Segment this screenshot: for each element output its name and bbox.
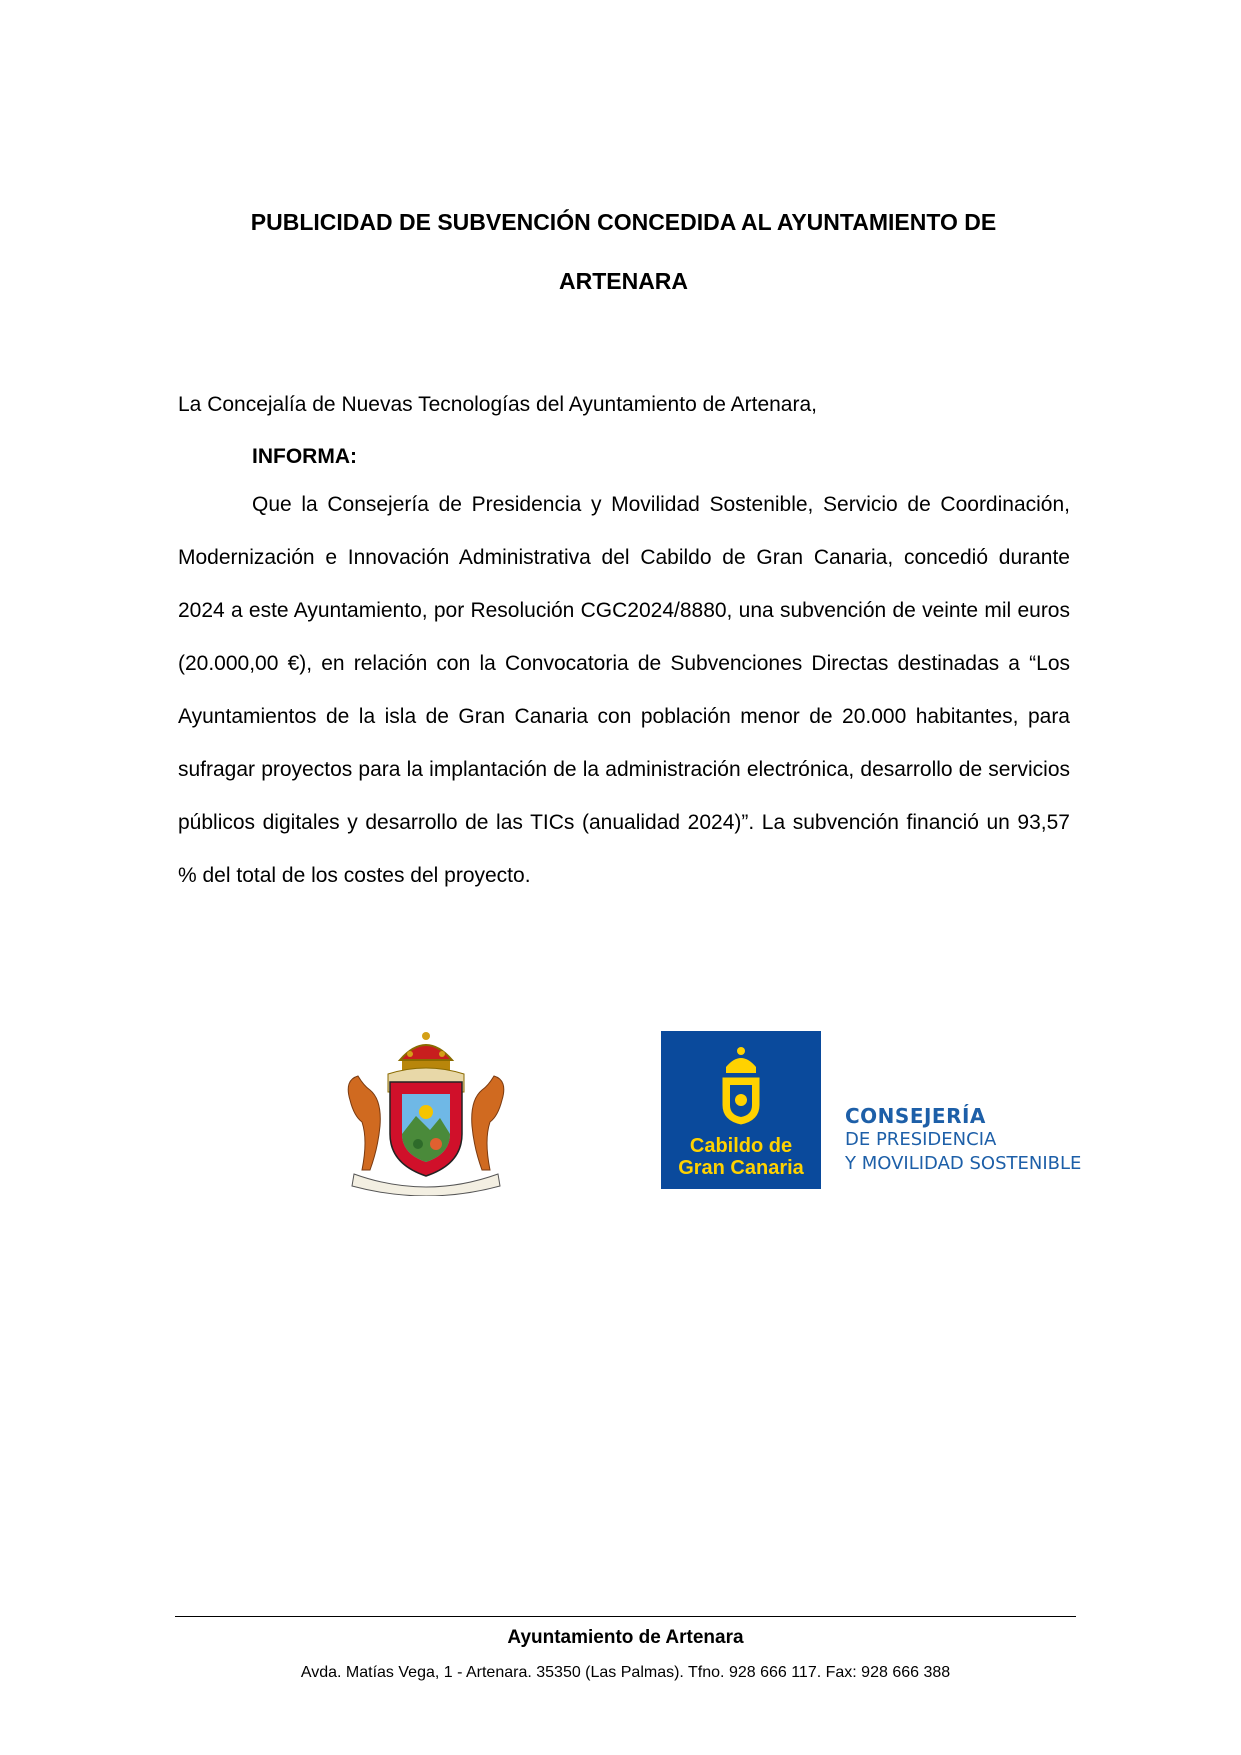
cabildo-coat-of-arms-icon	[716, 1045, 766, 1127]
document-title-line-1: PUBLICIDAD DE SUBVENCIÓN CONCEDIDA AL AYUNTAMIENTO DE	[250, 209, 997, 235]
footer-organization: Ayuntamiento de Artenara	[507, 1627, 744, 1648]
consejeria-line-1: CONSEJERÍA	[845, 1104, 986, 1128]
main-paragraph: Que la Consejería de Presidencia y Movilidad Sostenible, Servicio de Coordinación, Modernización e Innovación Administrativa del Cabildo de Gran Canaria, concedió durante 2024 a este Ayuntamiento, por Resolución CGC2024/8880, una subvención de veinte mil euros (20.000,00 €), en relación con la Convocatoria de Subvenciones Directas destinadas a “Los Ayuntamientos de la isla de Gran Canaria con población menor de 20.000 habitantes, para sufragar proyectos para la implantación de la administración electrónica, desarrollo de servicios públicos digitales y desarrollo de las TICs (anualidad 2024)”. La subvención financió un 93,57 % del total de los costes del proyecto.	[178, 493, 1070, 887]
crown-icon	[400, 1032, 452, 1070]
informa-heading: INFORMA:	[252, 445, 357, 468]
footer-divider	[175, 1616, 1076, 1617]
intro-sentence: La Concejalía de Nuevas Tecnologías del Ayuntamiento de Artenara,	[178, 393, 817, 416]
consejeria-line-3: Y MOVILIDAD SOSTENIBLE	[845, 1153, 1082, 1174]
consejeria-line-2: DE PRESIDENCIA	[845, 1129, 997, 1150]
consejeria-label	[845, 1104, 1081, 1176]
artenara-coat-of-arms-icon	[340, 1030, 512, 1196]
footer-address: Avda. Matías Vega, 1 - Artenara. 35350 (Las Palmas). Tfno. 928 666 117. Fax: 928 666 388	[300, 1664, 951, 1681]
cabildo-name-line-2: Gran Canaria	[678, 1157, 804, 1179]
cabildo-name-line-1: Cabildo de	[689, 1135, 793, 1157]
cabildo-logo	[661, 1031, 821, 1189]
document-title-line-2: ARTENARA	[558, 268, 689, 294]
